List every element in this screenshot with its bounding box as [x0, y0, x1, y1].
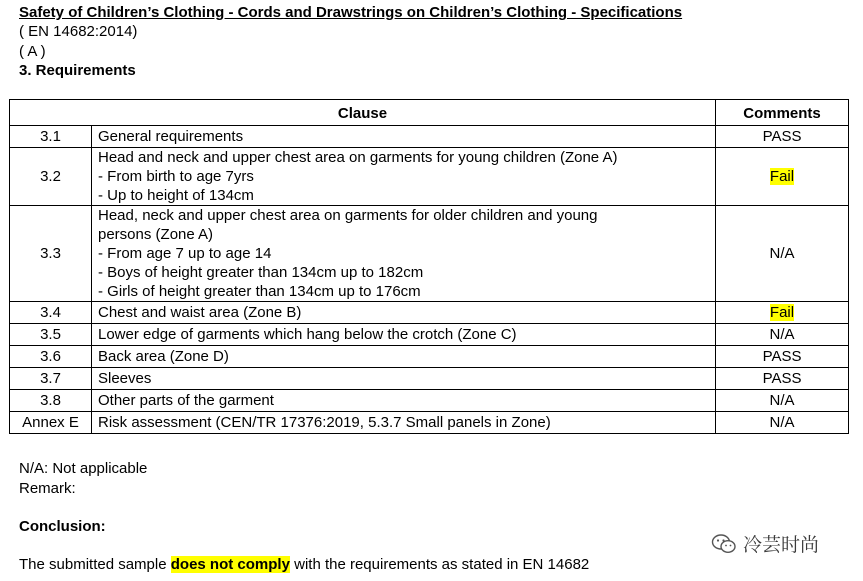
comment-cell: [716, 148, 849, 206]
comment-value: N/A: [769, 414, 795, 431]
clause-line: Sleeves: [98, 370, 152, 387]
table-row: [10, 412, 849, 434]
comment-value: N/A: [769, 326, 795, 343]
clause-description: [92, 368, 716, 390]
clause-number: 3.8: [10, 390, 92, 412]
comment-value: PASS: [762, 370, 802, 387]
statement-highlight: does not comply: [170, 556, 290, 573]
comment-cell: [716, 346, 849, 368]
clause-number: 3.4: [10, 302, 92, 324]
comment-cell: [716, 324, 849, 346]
table-row: [10, 148, 849, 206]
comment-value: N/A: [769, 392, 795, 409]
requirements-body: [10, 126, 849, 434]
comment-cell: [716, 368, 849, 390]
clause-line: Other parts of the garment: [98, 392, 274, 409]
clause-number: 3.3: [10, 206, 92, 302]
clause-description: [92, 126, 716, 148]
table-row: [10, 206, 849, 302]
clause-line: Chest and waist area (Zone B): [98, 304, 302, 321]
comment-cell: [716, 126, 849, 148]
standard-reference: ( EN 14682:2014): [19, 23, 138, 40]
clause-description: [92, 206, 716, 302]
conclusion-label: Conclusion:: [19, 518, 106, 535]
clause-description: [92, 346, 716, 368]
clause-number: Annex E: [10, 412, 92, 434]
comment-cell: [716, 206, 849, 302]
version-label: ( A ): [19, 43, 46, 60]
clause-line: - Up to height of 134cm: [98, 187, 254, 204]
remark-label: Remark:: [19, 480, 76, 497]
section-heading: 3. Requirements: [19, 62, 136, 79]
clause-number: 3.1: [10, 126, 92, 148]
comment-value: Fail: [769, 304, 795, 321]
clause-line: Risk assessment (CEN/TR 17376:2019, 5.3.7 Small panels in Zone): [98, 414, 551, 431]
clause-description: [92, 324, 716, 346]
clause-description: [92, 148, 716, 206]
clause-line: - From age 7 up to age 14: [98, 245, 272, 262]
watermark: [711, 530, 819, 557]
clause-number: 3.2: [10, 148, 92, 206]
statement-before: The submitted sample: [19, 556, 171, 573]
comment-value: Fail: [769, 168, 795, 185]
clause-line: Lower edge of garments which hang below the crotch (Zone C): [98, 326, 517, 343]
comment-value: N/A: [769, 245, 795, 262]
clause-line: persons (Zone A): [98, 226, 214, 243]
watermark-text: 冷芸时尚: [743, 535, 820, 556]
clause-line: - From birth to age 7yrs: [98, 168, 254, 185]
table-header-row: [10, 100, 849, 126]
clause-line: Head, neck and upper chest area on garments for older children and young: [98, 207, 598, 224]
comment-value: PASS: [762, 348, 802, 365]
requirements-table: [9, 99, 849, 434]
clause-line: General requirements: [98, 128, 244, 145]
clause-line: - Girls of height greater than 134cm up to 176cm: [98, 283, 421, 300]
wechat-icon: [711, 533, 737, 555]
clause-description: [92, 302, 716, 324]
table-row: [10, 126, 849, 148]
conclusion-statement: [19, 555, 589, 575]
comment-cell: [716, 302, 849, 324]
table-row: [10, 324, 849, 346]
comment-cell: [716, 390, 849, 412]
comments-header: Comments: [716, 100, 849, 126]
clause-line: Head and neck and upper chest area on garments for young children (Zone A): [98, 149, 618, 166]
clause-description: [92, 390, 716, 412]
clause-line: Back area (Zone D): [98, 348, 229, 365]
table-row: [10, 368, 849, 390]
table-row: [10, 390, 849, 412]
table-row: [10, 346, 849, 368]
clause-line: - Boys of height greater than 134cm up to 182cm: [98, 264, 424, 281]
comment-cell: [716, 412, 849, 434]
clause-number: 3.7: [10, 368, 92, 390]
clause-number: 3.5: [10, 324, 92, 346]
clause-description: [92, 412, 716, 434]
clause-number: 3.6: [10, 346, 92, 368]
comment-value: PASS: [762, 128, 802, 145]
statement-after: with the requirements as stated in EN 14682: [289, 556, 590, 573]
na-note: N/A: Not applicable: [19, 460, 148, 477]
clause-header: Clause: [10, 100, 716, 126]
document-title: Safety of Children’s Clothing - Cords and Drawstrings on Children’s Clothing - Specifications: [19, 4, 683, 21]
table-row: [10, 302, 849, 324]
